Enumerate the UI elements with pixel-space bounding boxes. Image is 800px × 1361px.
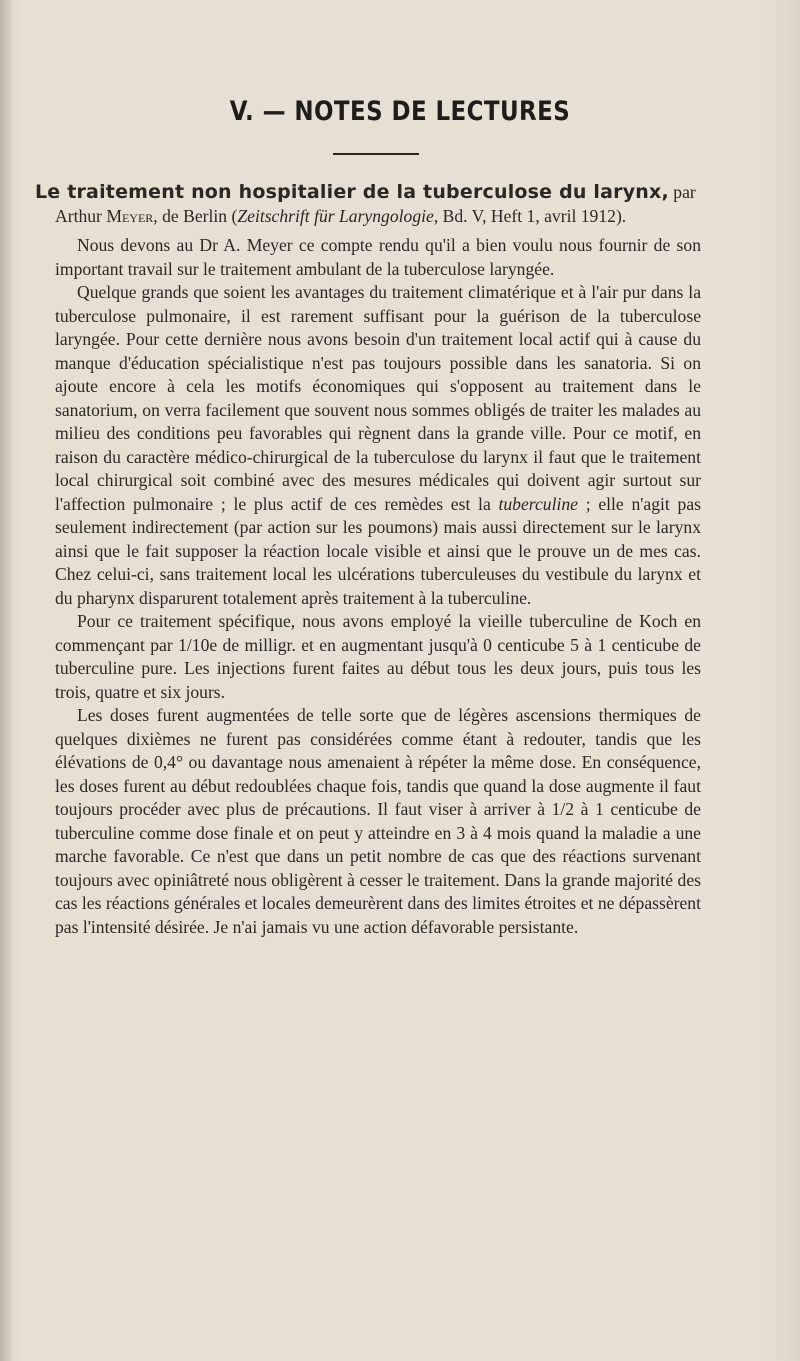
paragraph-2-text: Quelque grands que soient les avantages du traitement climatérique et à l'air pur dans la tuberculose pulmonaire, il est rarement suffisant pour la guérison de la tuberculose laryngée. Pour cette dernière nous avons besoin d'un traitement local actif qui à cause du manque d'éducation spécialistique n'est pas toujours possible dans les sanatoria. Si on ajoute encore à cela les motifs économiques qui s'opposent au traitement dans le sanatorium, on verra facilement que souvent nous sommes obligés de traiter les malades au milieu des conditions peu favorables qui règnent dans la grande ville. Pour ce motif, en raison du caractère médico-chirurgical de la tuberculose du larynx il faut que le traitement local chirurgical soit combiné avec des mesures médicales qui doivent agir surtout sur l'affection pulmonaire ; le plus actif de ces remèdes est la [55,282,701,514]
paragraph-3: Pour ce traitement spécifique, nous avons employé la vieille tuberculine de Koch en commençant par 1/10e de milligr. et en augmentant jusqu'à 0 centicube 5 à 1 centicube de tuberculine pure. Les injections furent faites au début tous les deux jours, puis tous les trois, quatre et six jours. [55,611,701,702]
paragraph-2 [55,281,701,610]
article-heading [35,180,701,228]
section-title: V. — NOTES DE LECTURES [229,96,571,127]
byline-city: , de Berlin ( [153,206,238,226]
author-surname: Meyer [106,206,154,226]
byline-prefix: par Arthur [55,182,696,226]
page-binding-edge [0,0,12,1361]
citation-details: , Bd. V, Heft 1, avril 1912). [433,206,627,226]
paragraph-4: Les doses furent augmentées de telle sorte que de légères ascensions thermiques de quelques dixièmes ne furent pas considérées comme étant à redouter, tandis que les élévations de 0,4° ou davantage nous amenaient à répéter la même dose. En conséquence, les doses furent au début redoublées chaque fois, tandis que quand la dose augmente il faut toujours procéder avec plus de précautions. Il faut viser à arriver à 1/2 à 1 centicube de tuberculine comme dose finale et on peut y atteindre en 3 à 4 mois quand la maladie a une marche favorable. Ce n'est que dans un petit nombre de cas que des réactions survenant toujours avec opiniâtreté nous obligèrent à cesser le traitement. Dans la grande majorité des cas les réactions générales et locales demeurèrent dans des limites étroites et ne dépassèrent pas l'intensité désirée. Je n'ai jamais vu une action défavorable persistante. [55,705,701,937]
paragraph-2-continuation: ; elle n'agit pas seulement indirectement (par action sur les poumons) mais aussi directement sur le larynx ainsi que le fait supposer la réaction locale visible et ainsi que le prouve un de mes cas. Chez celui-ci, sans traitement local les ulcérations tuberculeuses du vestibule du larynx et du pharynx disparurent totalement après traitement à la tuberculine. [55,493,701,608]
journal-name: Zeitschrift für Laryngologie [237,206,434,226]
article [35,180,701,939]
tuberculine-emphasis: tuberculine [498,493,578,514]
article-title: Le traitement non hospitalier de la tuberculose du larynx, [35,181,669,203]
title-divider [333,153,419,155]
paragraph-1: Nous devons au Dr A. Meyer ce compte rendu qu'il a bien voulu nous fournir de son important travail sur le traitement ambulant de la tuberculose laryngée. [55,235,701,279]
